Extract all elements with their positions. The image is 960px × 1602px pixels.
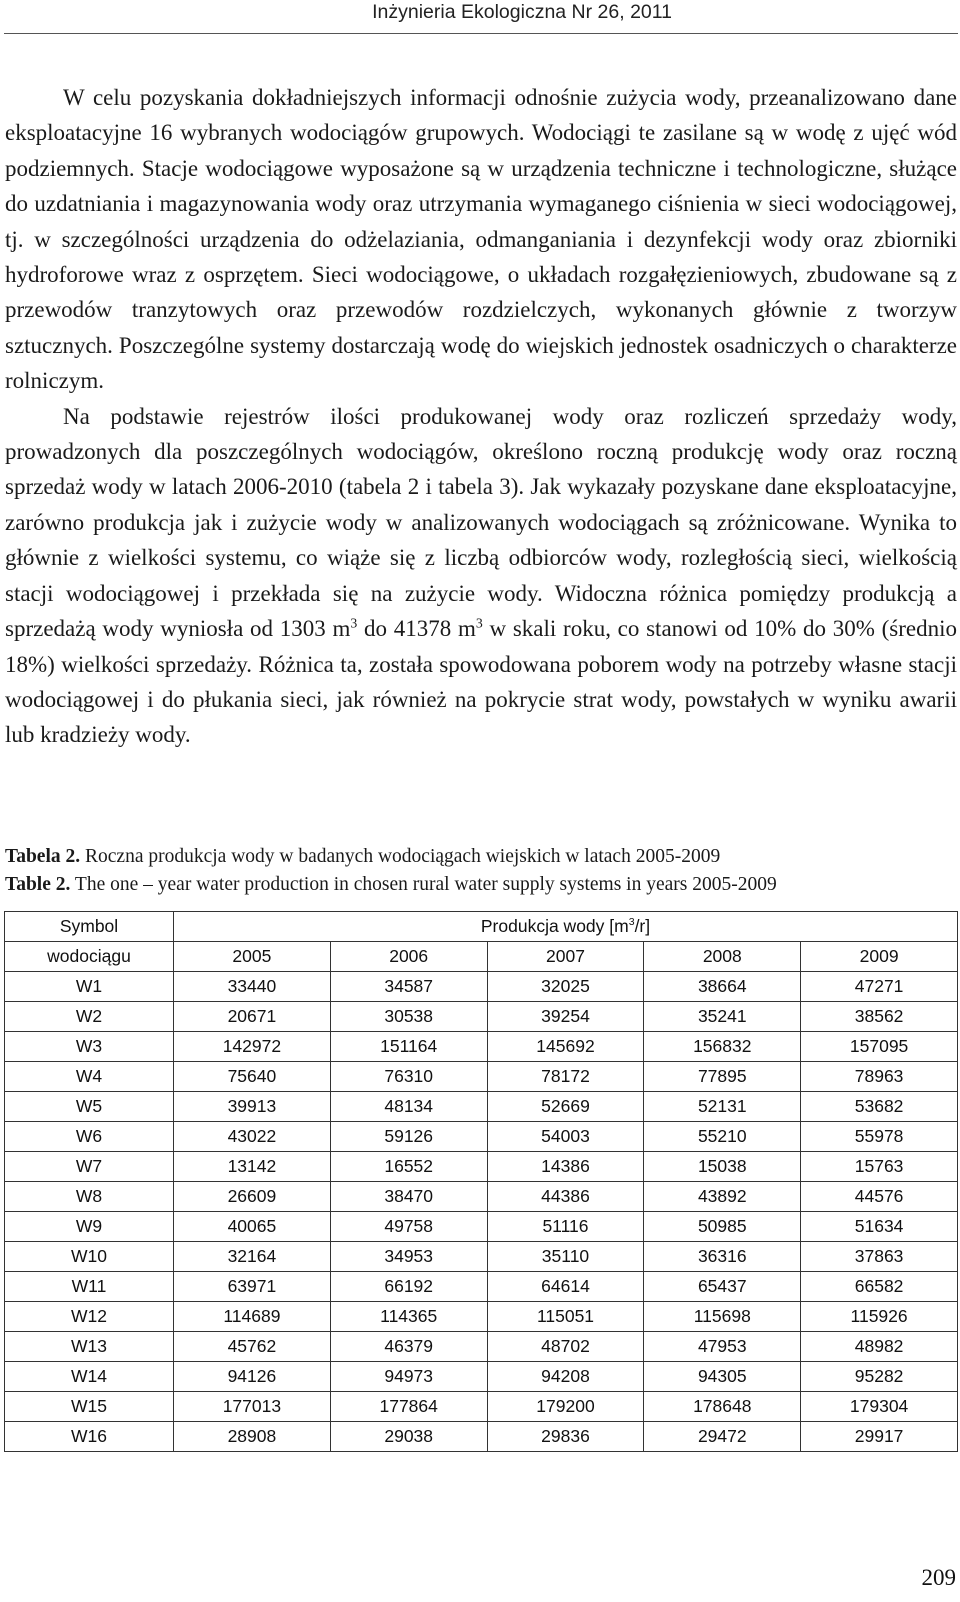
production-value-cell: 78172: [487, 1062, 644, 1092]
table-captions: [5, 843, 960, 899]
system-symbol-cell: W2: [5, 1002, 174, 1032]
production-value-cell: 63971: [174, 1272, 331, 1302]
superscript-3: 3: [350, 615, 358, 631]
table-row: [5, 1272, 958, 1302]
table-row: [5, 1032, 958, 1062]
production-value-cell: 44386: [487, 1182, 644, 1212]
table-body: [5, 972, 958, 1452]
production-value-cell: 66192: [330, 1272, 487, 1302]
table-row: [5, 1152, 958, 1182]
production-value-cell: 64614: [487, 1272, 644, 1302]
table-row: [5, 1422, 958, 1452]
paragraph-1: W celu pozyskania dokładniejszych informacji odnośnie zużycia wody, przeanalizowano dane eksploatacyjne 16 wybranych wodociągów grupowych. Wodociągi te zasilane są w wodę z ujęć wód podziemnych. Stacje wodociągowe wyposażone są w urządzenia techniczne i technologiczne, służące do uzdatniania i magazynowania wody oraz utrzymania wymaganego ciśnienia w sieci wodociągowej, tj. w szczególności urządzenia do odżelaziania, odmanganiania i dezynfekcji wody oraz zbiorniki hydroforowe wraz z osprzętem. Sieci wodociągowe, o układach rozgałęzieniowych, zbudowane są z przewodów tranzytowych oraz przewodów rozdzielczych, wykonanych głównie z tworzyw sztucznych. Poszczególne systemy dostarczają wodę do wiejskich jednostek osadniczych o charakterze rolniczym.: [5, 85, 957, 394]
paragraph-2-part-c: w skali roku, co stanowi od 10% do 30% (średnio 18%) wielkości sprzedaży. Różnica ta, została spowodowana poborem wody na potrzeby własne stacji wodociągowej i do płukania sieci, jak również na pokrycie strat wody, powstałych w wyniku awarii lub kradzieży wody.: [5, 616, 958, 748]
production-value-cell: 36316: [644, 1242, 801, 1272]
production-value-cell: 145692: [487, 1032, 644, 1062]
production-value-cell: 156832: [644, 1032, 801, 1062]
production-value-cell: 47271: [801, 972, 958, 1002]
table-row: [5, 1302, 958, 1332]
production-value-cell: 51116: [487, 1212, 644, 1242]
production-value-cell: 43892: [644, 1182, 801, 1212]
production-value-cell: 47953: [644, 1332, 801, 1362]
production-value-cell: 38470: [330, 1182, 487, 1212]
caption-polish-text: Roczna produkcja wody w badanych wodociągach wiejskich w latach 2005-2009: [80, 846, 721, 867]
production-value-cell: 45762: [174, 1332, 331, 1362]
production-value-cell: 157095: [801, 1032, 958, 1062]
production-value-cell: 35110: [487, 1242, 644, 1272]
production-value-cell: 26609: [174, 1182, 331, 1212]
production-value-cell: 52669: [487, 1092, 644, 1122]
production-value-cell: 177013: [174, 1392, 331, 1422]
production-value-cell: 94126: [174, 1362, 331, 1392]
caption-polish-label: Tabela 2.: [5, 846, 81, 867]
symbol-header-top: Symbol: [5, 912, 174, 942]
production-value-cell: 29038: [330, 1422, 487, 1452]
production-value-cell: 66582: [801, 1272, 958, 1302]
system-symbol-cell: W16: [5, 1422, 174, 1452]
production-value-cell: 115698: [644, 1302, 801, 1332]
production-value-cell: 46379: [330, 1332, 487, 1362]
production-value-cell: 33440: [174, 972, 331, 1002]
production-value-cell: 77895: [644, 1062, 801, 1092]
production-value-cell: 177864: [330, 1392, 487, 1422]
production-value-cell: 178648: [644, 1392, 801, 1422]
production-value-cell: 76310: [330, 1062, 487, 1092]
production-value-cell: 16552: [330, 1152, 487, 1182]
year-header: 2005: [174, 942, 331, 972]
production-value-cell: 95282: [801, 1362, 958, 1392]
table-row: [5, 972, 958, 1002]
production-value-cell: 78963: [801, 1062, 958, 1092]
table-row: [5, 1062, 958, 1092]
table-row: [5, 1392, 958, 1422]
symbol-header-bottom: wodociągu: [5, 942, 174, 972]
production-value-cell: 44576: [801, 1182, 958, 1212]
production-value-cell: 151164: [330, 1032, 487, 1062]
production-value-cell: 30538: [330, 1002, 487, 1032]
production-value-cell: 52131: [644, 1092, 801, 1122]
year-header: 2006: [330, 942, 487, 972]
system-symbol-cell: W6: [5, 1122, 174, 1152]
caption-english-label: Table 2.: [5, 874, 71, 895]
caption-english-text: The one – year water production in chosen rural water supply systems in years 2005-2009: [70, 874, 777, 895]
production-value-cell: 55978: [801, 1122, 958, 1152]
production-value-cell: 38562: [801, 1002, 958, 1032]
page-number: 209: [921, 1565, 956, 1590]
production-value-cell: 115051: [487, 1302, 644, 1332]
production-value-cell: 32164: [174, 1242, 331, 1272]
system-symbol-cell: W15: [5, 1392, 174, 1422]
production-value-cell: 38664: [644, 972, 801, 1002]
production-value-cell: 48982: [801, 1332, 958, 1362]
production-value-cell: 179200: [487, 1392, 644, 1422]
superscript-3: 3: [475, 615, 483, 631]
paragraph-2-part-b: do 41378 m: [357, 616, 476, 642]
production-value-cell: 13142: [174, 1152, 331, 1182]
body-text: [5, 80, 957, 753]
production-value-cell: 179304: [801, 1392, 958, 1422]
table-row: [5, 1212, 958, 1242]
production-value-cell: 48134: [330, 1092, 487, 1122]
system-symbol-cell: W4: [5, 1062, 174, 1092]
system-symbol-cell: W3: [5, 1032, 174, 1062]
production-value-cell: 142972: [174, 1032, 331, 1062]
production-value-cell: 28908: [174, 1422, 331, 1452]
paragraph-2-part-a: Na podstawie rejestrów ilości produkowanej wody oraz rozliczeń sprzedaży wody, prowadzonych dla poszczególnych wodociągów, określono roczną produkcję wody oraz roczną sprzedaż wody w latach 2006-2010 (tabela 2 i tabela 3). Jak wykazały pozyskane dane eksploatacyjne, zarówno produkcja jak i zużycie wody w analizowanych wodociągach są zróżnicowane. Wynika to głównie z wielkości systemu, co wiąże się z liczbą odbiorców wody, rozległością sieci, wielkością stacji wodociągowej i przekłada się na zużycie wody. Widoczna różnica pomiędzy produkcją a sprzedażą wody wyniosła od 1303 m: [5, 403, 957, 642]
table-year-row: [5, 942, 958, 972]
production-value-cell: 34953: [330, 1242, 487, 1272]
production-value-cell: 65437: [644, 1272, 801, 1302]
system-symbol-cell: W9: [5, 1212, 174, 1242]
production-table: [4, 911, 958, 1452]
table-header-row: [5, 912, 958, 942]
system-symbol-cell: W11: [5, 1272, 174, 1302]
table-row: [5, 1002, 958, 1032]
production-value-cell: 94973: [330, 1362, 487, 1392]
year-header: 2009: [801, 942, 958, 972]
production-value-cell: 37863: [801, 1242, 958, 1272]
production-value-cell: 32025: [487, 972, 644, 1002]
production-value-cell: 114689: [174, 1302, 331, 1332]
production-value-cell: 50985: [644, 1212, 801, 1242]
production-value-cell: 39254: [487, 1002, 644, 1032]
system-symbol-cell: W13: [5, 1332, 174, 1362]
production-value-cell: 29917: [801, 1422, 958, 1452]
header-divider: [4, 33, 958, 34]
production-value-cell: 48702: [487, 1332, 644, 1362]
year-header: 2007: [487, 942, 644, 972]
production-value-cell: 49758: [330, 1212, 487, 1242]
table-row: [5, 1332, 958, 1362]
production-value-cell: 39913: [174, 1092, 331, 1122]
production-value-cell: 29836: [487, 1422, 644, 1452]
production-group-header: Produkcja wody $[m^3/r]$: [174, 912, 958, 942]
table-row: [5, 1122, 958, 1152]
table-row: [5, 1362, 958, 1392]
table-row: [5, 1182, 958, 1212]
production-value-cell: 94208: [487, 1362, 644, 1392]
system-symbol-cell: W14: [5, 1362, 174, 1392]
production-value-cell: 59126: [330, 1122, 487, 1152]
production-value-cell: 20671: [174, 1002, 331, 1032]
production-value-cell: 15038: [644, 1152, 801, 1182]
production-value-cell: 51634: [801, 1212, 958, 1242]
caption-polish: [5, 843, 960, 871]
system-symbol-cell: W1: [5, 972, 174, 1002]
system-symbol-cell: W7: [5, 1152, 174, 1182]
production-value-cell: 15763: [801, 1152, 958, 1182]
production-value-cell: 35241: [644, 1002, 801, 1032]
paragraph-2: [5, 399, 957, 753]
production-value-cell: 114365: [330, 1302, 487, 1332]
production-value-cell: 14386: [487, 1152, 644, 1182]
system-symbol-cell: W8: [5, 1182, 174, 1212]
table-row: [5, 1092, 958, 1122]
production-value-cell: 75640: [174, 1062, 331, 1092]
system-symbol-cell: W10: [5, 1242, 174, 1272]
year-header: 2008: [644, 942, 801, 972]
production-value-cell: 40065: [174, 1212, 331, 1242]
production-value-cell: 94305: [644, 1362, 801, 1392]
production-value-cell: 55210: [644, 1122, 801, 1152]
production-value-cell: 43022: [174, 1122, 331, 1152]
production-value-cell: 115926: [801, 1302, 958, 1332]
production-value-cell: 29472: [644, 1422, 801, 1452]
system-symbol-cell: W5: [5, 1092, 174, 1122]
production-value-cell: 34587: [330, 972, 487, 1002]
running-header: [0, 0, 960, 34]
production-value-cell: 53682: [801, 1092, 958, 1122]
production-value-cell: 54003: [487, 1122, 644, 1152]
caption-english: [5, 871, 960, 899]
system-symbol-cell: W12: [5, 1302, 174, 1332]
journal-title: Inżynieria Ekologiczna Nr 26, 2011: [372, 1, 672, 23]
table-row: [5, 1242, 958, 1272]
